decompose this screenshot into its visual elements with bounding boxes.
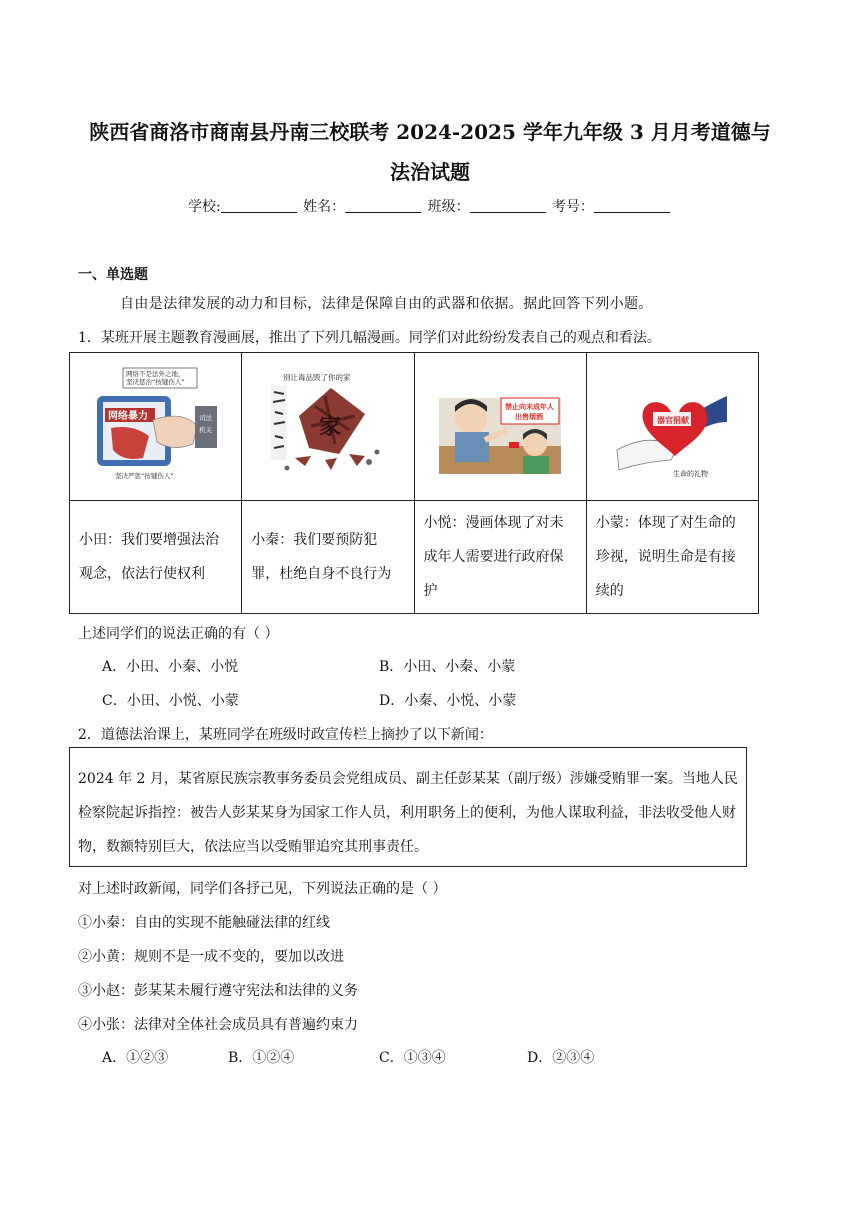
minor-protection-comic-icon — [435, 366, 565, 484]
student-info-line — [0, 196, 860, 216]
svg-text:坚决惩治“按键伤人”: 坚决惩治“按键伤人” — [125, 377, 185, 386]
svg-text:网络暴力: 网络暴力 — [107, 410, 148, 422]
title-line-2: 法治试题 — [390, 160, 470, 184]
exam-no-label: 考号： — [552, 199, 595, 215]
class-blank[interactable] — [470, 198, 546, 213]
news-excerpt-box: 2024 年 2 月，某省原民族宗教事务委员会党组成员、副主任彭某某（副厅级）涉嫌受贿罪一案。当地人民检察院起诉指控：被告人彭某某身为国家工作人员，利用职务上的便利，为他人谋取利益，非法收受他人财物，数额特别巨大，依法应当以受贿罪追究其刑事责任。 — [69, 747, 747, 867]
school-blank[interactable] — [221, 198, 297, 213]
svg-text:器官捐献: 器官捐献 — [657, 415, 690, 425]
organ-donation-comic-icon — [613, 366, 731, 484]
question-1-prompt: 上述同学们的说法正确的有（ ） — [78, 626, 279, 642]
cyber-violence-comic-icon — [93, 366, 219, 484]
comic-cell-1 — [70, 353, 242, 501]
class-label: 班级： — [427, 199, 470, 215]
title-line-1: 陕西省商洛市商南县丹南三校联考 2024-2025 学年九年级 3 月月考道德与 — [89, 120, 771, 144]
q2-option-d[interactable]: D．②③④ — [527, 1050, 595, 1066]
section-title: 一、单选题 — [78, 267, 148, 283]
opinion-xiaomeng: 小蒙：体现了对生命的珍视，说明生命是有接续的 — [586, 501, 758, 614]
statement-4: ④小张：法律对全体社会成员具有普遍约束力 — [78, 1017, 358, 1033]
comic-cell-2 — [242, 353, 414, 501]
q2-option-b[interactable]: B．①②④ — [228, 1050, 295, 1066]
school-label: 学校: — [187, 199, 221, 215]
comics-table — [69, 352, 759, 614]
svg-text:机关: 机关 — [198, 425, 212, 434]
q1-option-d[interactable]: D．小秦、小悦、小蒙 — [379, 693, 517, 709]
section-intro: 自由是法律发展的动力和目标，法律是保障自由的武器和依据。据此回答下列小题。 — [120, 296, 653, 312]
svg-text:出售烟酒: 出售烟酒 — [515, 412, 544, 421]
svg-text:禁止向未成年人: 禁止向未成年人 — [505, 402, 555, 411]
opinion-xiaoyue: 小悦：漫画体现了对未成年人需要进行政府保护 — [414, 501, 586, 614]
name-label: 姓名： — [303, 199, 346, 215]
question-2-prompt: 对上述时政新闻，同学们各抒己见，下列说法正确的是（ ） — [78, 881, 447, 897]
q2-option-a[interactable]: A．①②③ — [102, 1050, 169, 1066]
statement-1: ①小秦：自由的实现不能触碰法律的红线 — [78, 915, 330, 931]
statement-2: ②小黄：规则不是一成不变的，要加以改进 — [78, 949, 344, 965]
name-blank[interactable] — [345, 198, 421, 213]
question-1-stem: 1．某班开展主题教育漫画展，推出了下列几幅漫画。同学们对此纷纷发表自己的观点和看法。 — [78, 330, 661, 346]
anti-drug-comic-icon — [265, 366, 391, 484]
svg-text:网络不是法外之地，: 网络不是法外之地， — [125, 369, 185, 378]
statement-3: ③小赵：彭某某未履行遵守宪法和法律的义务 — [78, 983, 358, 999]
q1-option-b[interactable]: B．小田、小秦、小蒙 — [379, 659, 516, 675]
q1-option-c[interactable]: C．小田、小悦、小蒙 — [102, 693, 239, 709]
svg-text:坚决严惩“按键伤人”: 坚决严惩“按键伤人” — [114, 471, 174, 480]
svg-text:别让毒品毁了你的家: 别让毒品毁了你的家 — [282, 372, 351, 382]
comic-cell-3 — [414, 353, 586, 501]
svg-text:生命的礼物: 生命的礼物 — [673, 469, 709, 478]
question-2-stem: 2．道德法治课上，某班同学在班级时政宣传栏上摘抄了以下新闻： — [78, 727, 493, 743]
opinion-xiaoqin: 小秦：我们要预防犯罪，杜绝自身不良行为 — [242, 501, 414, 614]
exam-no-blank[interactable] — [594, 198, 670, 213]
svg-text:司法: 司法 — [198, 413, 212, 422]
svg-text:家: 家 — [318, 414, 341, 440]
document-title — [40, 112, 820, 192]
comic-cell-4 — [586, 353, 758, 501]
q1-option-a[interactable]: A．小田、小秦、小悦 — [102, 659, 239, 675]
opinion-xiaotian: 小田：我们要增强法治观念，依法行使权利 — [70, 501, 242, 614]
q2-option-c[interactable]: C．①③④ — [379, 1050, 446, 1066]
